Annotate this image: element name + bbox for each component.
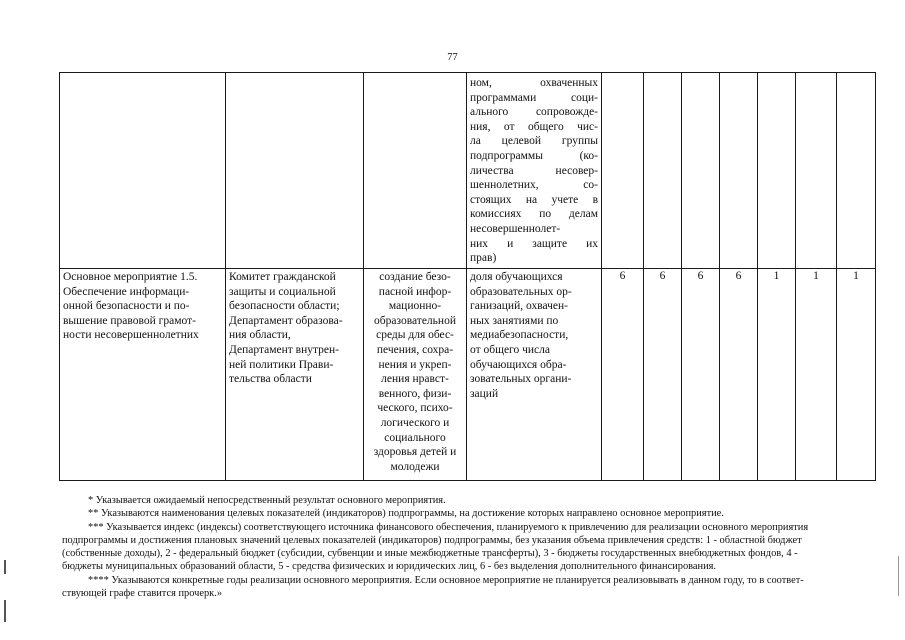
footnote-3-line: (собственные доходы), 2 - федеральный бюджет (субсидии, субвенции и иные межбюджетные трансферты), 3 - бюджеты государственных внебюджетных фондов, 4 - — [62, 548, 798, 560]
indicator-line: ных занятиями по — [470, 314, 559, 327]
scan-edge-mark — [4, 560, 6, 574]
indicator-line: обучающихся обра- — [470, 358, 567, 371]
page-number: 77 — [447, 52, 458, 63]
footnote-1: * Указывается ожидаемый непосредственный результат основного мероприятия. — [88, 495, 446, 506]
result-cell-empty — [364, 73, 467, 269]
value-cell: 1 — [837, 269, 876, 481]
value-cell: 1 — [758, 269, 796, 481]
indicator-line: стоящих на учете в — [470, 193, 598, 206]
indicator-cell — [467, 269, 602, 481]
indicator-line: ла целевой группы — [470, 135, 598, 148]
executor-line: Комитет гражданской — [229, 271, 336, 283]
value-cell-empty — [796, 73, 837, 269]
result-line: пасной инфор- — [378, 285, 452, 298]
measure-line: ности несовершеннолетних — [63, 329, 199, 342]
result-cell — [364, 269, 467, 481]
result-line: здоровья детей и — [373, 446, 457, 459]
indicator-line: ном, охваченных — [470, 77, 598, 89]
footnote-4-line: ствующей графе ставится прочерк.» — [62, 588, 223, 600]
value-cell: 6 — [720, 269, 758, 481]
indicator-line: подпрограммы (ко- — [470, 149, 598, 162]
measure-line: вышение правовой грамот- — [63, 314, 196, 327]
result-line: логического и — [380, 416, 450, 429]
value-cell: 6 — [644, 269, 682, 481]
executor-line: безопасности области; — [229, 300, 340, 313]
executor-line: ней политики Прави- — [229, 358, 334, 371]
value-cell: 6 — [602, 269, 644, 481]
value-cell: 1 — [796, 269, 837, 481]
table-row-measure-1-5 — [60, 269, 876, 481]
scan-edge-mark — [898, 556, 899, 596]
result-line: ческого, психо- — [377, 402, 453, 415]
result-line: создание безо- — [379, 271, 451, 283]
value-cell-empty — [758, 73, 796, 269]
result-line: социального — [384, 431, 446, 444]
indicator-line: программами соци- — [470, 91, 598, 104]
executor-line: тельства области — [229, 373, 312, 386]
value-cell-empty — [682, 73, 720, 269]
indicator-line: личества несовер- — [470, 164, 598, 177]
measure-line: Основное мероприятие 1.5. — [63, 271, 198, 283]
indicator-line: ния, от общего чис- — [470, 120, 598, 133]
result-line: образовательной — [374, 314, 456, 327]
executor-line: Департамент внутрен- — [229, 343, 339, 356]
indicator-line: несовершеннолет- — [470, 222, 561, 235]
indicator-line: заций — [470, 387, 499, 400]
executor-cell — [226, 269, 364, 481]
measure-line: онной безопасности и по- — [63, 300, 190, 313]
indicator-line: ального сопровожде- — [470, 106, 598, 119]
indicator-line: прав) — [470, 252, 497, 265]
indicator-line: от общего числа — [470, 343, 551, 356]
result-line: венного, физи- — [378, 387, 452, 400]
indicator-line: медиабезопасности, — [470, 329, 569, 342]
result-line: печения, сохра- — [376, 343, 454, 356]
measure-cell — [60, 269, 226, 481]
footnote-3-line: подпрограммы и достижения плановых значений целевых показателей (индикаторов) подпрограммы, без указания объема привлечения средств: 1 - областной бюджет — [62, 534, 802, 546]
table-row-continuation — [60, 73, 876, 269]
result-line: молодежи — [390, 460, 440, 473]
executor-line: ния области, — [229, 329, 291, 342]
value-cell: 6 — [682, 269, 720, 481]
executor-line: защиты и социальной — [229, 285, 336, 298]
value-cell-empty — [644, 73, 682, 269]
executor-cell-empty — [226, 73, 364, 269]
value-cell-empty — [720, 73, 758, 269]
measures-table — [59, 72, 876, 481]
result-line: нения и укреп- — [378, 358, 452, 371]
indicator-line: ганизаций, охвачен- — [470, 300, 568, 313]
result-line: среды для обес- — [376, 329, 454, 342]
footnote-3-line: *** Указывается индекс (индексы) соответствующего источника финансового обеспечения, планируемого к привлечению для реализации основного мероприятия — [88, 521, 809, 533]
value-cell-empty — [837, 73, 876, 269]
measure-line: Обеспечение информаци- — [63, 285, 190, 298]
indicator-line: них и защите их — [470, 237, 598, 250]
indicator-line: комиссиях по делам — [470, 208, 598, 221]
indicator-line: образовательных ор- — [470, 285, 572, 298]
measure-cell-empty — [60, 73, 226, 269]
footnote-2: ** Указываются наименования целевых показателей (индикаторов) подпрограммы, на достижение которых направлено основное мероприятие. — [88, 508, 724, 520]
indicator-line: доля обучающихся — [470, 271, 563, 283]
result-line: ления нравст- — [381, 373, 449, 386]
value-cell-empty — [602, 73, 644, 269]
footnotes — [62, 494, 880, 600]
scan-edge-mark — [4, 600, 6, 622]
footnote-3-line: бюджеты муниципальных образований области, 5 - средства физических и юридических лиц, 6 - без выделения дополнительного финансирования. — [62, 561, 717, 573]
indicator-line: зовательных органи- — [470, 373, 572, 386]
footnote-4-line: **** Указываются конкретные годы реализации основного мероприятия. Если основное мероприятие не планируется реализовывать в данном году, то в соответ- — [88, 574, 804, 586]
indicator-cell — [467, 73, 602, 269]
indicator-line: шеннолетних, со- — [470, 179, 598, 192]
executor-line: Департамент образова- — [229, 314, 343, 327]
result-line: мационно- — [388, 300, 442, 313]
